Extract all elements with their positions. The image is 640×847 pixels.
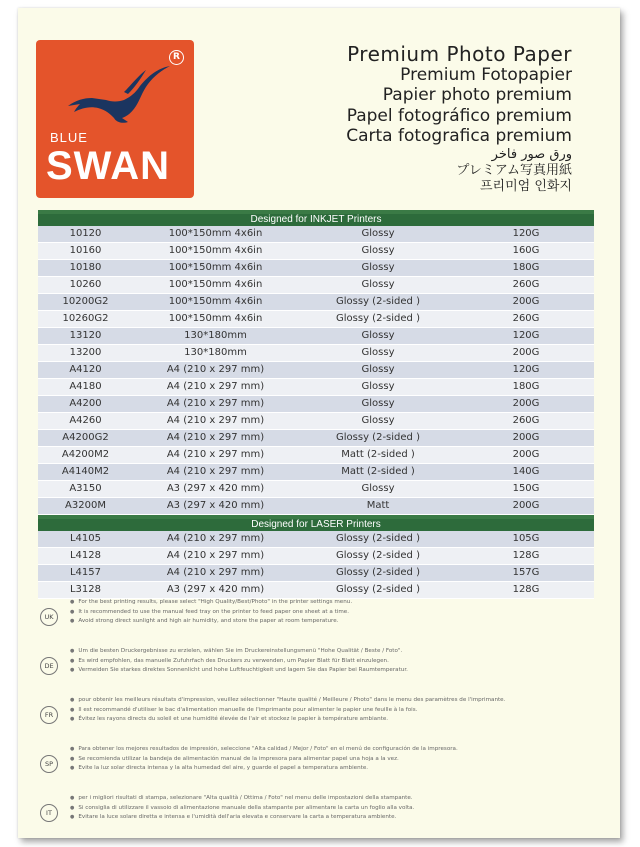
item-size: 130*180mm <box>184 347 247 358</box>
item-code: A4180 <box>69 381 102 392</box>
item-weight: 105G <box>512 533 540 544</box>
item-weight: 150G <box>512 483 540 494</box>
laser-heading: Designed for LASER Printers <box>38 519 594 531</box>
language-badge: FR <box>40 706 58 724</box>
usage-notes <box>38 598 598 843</box>
item-weight: 200G <box>512 347 540 358</box>
table-row <box>38 464 594 481</box>
note-list <box>38 794 598 823</box>
product-titles <box>192 44 572 195</box>
item-finish: Glossy (2-sided ) <box>336 432 420 443</box>
item-finish: Glossy (2-sided ) <box>336 567 420 578</box>
item-code: A3200M <box>65 500 106 511</box>
item-code: A3150 <box>69 483 102 494</box>
item-code: A4140M2 <box>61 466 110 477</box>
note-line: ● Si consiglia di utilizzare il vassoio di alimentazione manuale della stampante per alimentare la carta un foglio alla volta. <box>70 804 598 814</box>
item-code: 10260G2 <box>62 313 109 324</box>
note-line: ● For the best printing results, please select "High Quality/Best/Photo" in the printer settings menu. <box>70 598 598 608</box>
note-line: ● Il est recommandé d'utiliser le bac d'alimentation manuelle de l'imprimante pour alimenter le papier une feuille à la fois. <box>70 706 598 716</box>
item-code: A4200G2 <box>62 432 109 443</box>
item-size: A4 (210 x 297 mm) <box>166 415 265 426</box>
item-weight: 160G <box>512 245 540 256</box>
item-size: A4 (210 x 297 mm) <box>166 432 265 443</box>
brand-name-line2: SWAN <box>46 144 170 188</box>
brand-logo <box>36 40 194 198</box>
item-code: 10260 <box>69 279 102 290</box>
title-ko: 프리미엄 인화지 <box>479 178 572 194</box>
item-code: 13200 <box>69 347 102 358</box>
item-finish: Glossy (2-sided ) <box>336 550 420 561</box>
item-size: A3 (297 x 420 mm) <box>166 483 265 494</box>
table-row <box>38 396 594 413</box>
item-size: A4 (210 x 297 mm) <box>166 398 265 409</box>
note-list <box>38 696 598 725</box>
note-list <box>38 598 598 627</box>
item-size: A4 (210 x 297 mm) <box>166 449 265 460</box>
item-weight: 200G <box>512 500 540 511</box>
table-row <box>38 328 594 345</box>
note-line: ● Es wird empfohlen, das manuelle Zufuhrfach des Druckers zu verwenden, um Papier Blatt für Blatt einzulegen. <box>70 657 598 667</box>
item-size: 100*150mm 4x6in <box>168 279 263 290</box>
item-weight: 120G <box>512 364 540 375</box>
item-weight: 180G <box>512 262 540 273</box>
item-finish: Glossy (2-sided ) <box>336 313 420 324</box>
item-weight: 120G <box>512 330 540 341</box>
item-weight: 120G <box>512 228 540 239</box>
note-line: ● Para obtener los mejores resultados de impresión, seleccione "Alta calidad / Mejor / Foto" en el menú de configuración de la impresora. <box>70 745 598 755</box>
item-weight: 128G <box>512 550 540 561</box>
note-block <box>38 647 598 693</box>
item-code: L4128 <box>69 550 102 561</box>
item-size: A4 (210 x 297 mm) <box>166 533 265 544</box>
table-row <box>38 531 594 548</box>
item-weight: 180G <box>512 381 540 392</box>
language-badge: SP <box>40 755 58 773</box>
table-row <box>38 362 594 379</box>
title-fr: Papier photo premium <box>382 85 572 105</box>
item-size: A4 (210 x 297 mm) <box>166 381 265 392</box>
item-finish: Glossy (2-sided ) <box>336 533 420 544</box>
registered-mark: R <box>169 50 184 65</box>
item-size: A4 (210 x 297 mm) <box>166 567 265 578</box>
item-weight: 128G <box>512 584 540 595</box>
note-block <box>38 794 598 840</box>
inkjet-rows <box>38 226 594 515</box>
item-code: 10180 <box>69 262 102 273</box>
item-code: A4120 <box>69 364 102 375</box>
item-weight: 140G <box>512 466 540 477</box>
item-code: L3128 <box>69 584 102 595</box>
item-code: 10120 <box>69 228 102 239</box>
table-row <box>38 430 594 447</box>
note-block <box>38 745 598 791</box>
table-row <box>38 226 594 243</box>
item-finish: Glossy <box>361 381 395 392</box>
language-badge: UK <box>40 608 58 626</box>
table-row <box>38 294 594 311</box>
item-finish: Glossy (2-sided ) <box>336 296 420 307</box>
item-size: A4 (210 x 297 mm) <box>166 364 265 375</box>
brand-name-line1: BLUE <box>50 130 88 145</box>
table-row <box>38 260 594 277</box>
item-finish: Glossy <box>361 364 395 375</box>
language-badge: DE <box>40 657 58 675</box>
note-line: ● Avoid strong direct sunlight and high air humidity, and store the paper at room temperature. <box>70 617 598 627</box>
item-weight: 157G <box>512 567 540 578</box>
table-row <box>38 548 594 565</box>
item-finish: Glossy <box>361 415 395 426</box>
item-finish: Glossy <box>361 483 395 494</box>
item-finish: Matt (2-sided ) <box>341 449 415 460</box>
inkjet-heading: Designed for INKJET Printers <box>38 214 594 226</box>
note-line: ● Vermeiden Sie starkes direktes Sonnenlicht und hohe Luftfeuchtigkeit und lagern Sie das Papier bei Raumtemperatur. <box>70 666 598 676</box>
item-weight: 200G <box>512 296 540 307</box>
paper-sheet <box>18 8 620 838</box>
title-en: Premium Photo Paper <box>347 42 572 66</box>
item-size: A3 (297 x 420 mm) <box>166 584 265 595</box>
item-finish: Glossy <box>361 245 395 256</box>
note-line: ● Um die besten Druckergebnisse zu erzielen, wählen Sie im Druckereinstellungsmenü "Hohe Qualität / Beste / Foto". <box>70 647 598 657</box>
title-it: Carta fotografica premium <box>346 126 572 146</box>
item-size: 100*150mm 4x6in <box>168 313 263 324</box>
note-block <box>38 696 598 742</box>
note-line: ● Evite la luz solar directa intensa y la alta humedad del aire, y guarde el papel a temperatura ambiente. <box>70 764 598 774</box>
title-de: Premium Fotopapier <box>400 64 572 85</box>
note-list <box>38 745 598 774</box>
note-line: ● Evitare la luce solare diretta e intensa e l'umidità dell'aria elevata e conservare la carta a temperatura ambiente. <box>70 813 598 823</box>
note-line: ● Se recomienda utilizar la bandeja de alimentación manual de la impresora para alimentar papel una hoja a la vez. <box>70 755 598 765</box>
table-row <box>38 481 594 498</box>
item-finish: Glossy <box>361 262 395 273</box>
item-size: 100*150mm 4x6in <box>168 296 263 307</box>
item-finish: Glossy (2-sided ) <box>336 584 420 595</box>
note-line: ● It is recommended to use the manual feed tray on the printer to feed paper one sheet at a time. <box>70 608 598 618</box>
title-ja: プレミアム写真用紙 <box>456 162 572 178</box>
item-size: 130*180mm <box>184 330 247 341</box>
product-table <box>38 210 594 599</box>
item-weight: 260G <box>512 313 540 324</box>
item-finish: Glossy <box>361 279 395 290</box>
item-size: A4 (210 x 297 mm) <box>166 466 265 477</box>
item-finish: Glossy <box>361 330 395 341</box>
item-finish: Glossy <box>361 398 395 409</box>
item-code: A4200 <box>69 398 102 409</box>
table-row <box>38 413 594 430</box>
item-finish: Matt <box>366 500 390 511</box>
note-line: ● pour obtenir les meilleurs résultats d'impression, veuillez sélectionner "Haute qualité / Meilleure / Photo" dans le menu des paramètres de l'imprimante. <box>70 696 598 706</box>
item-code: A4200M2 <box>61 449 110 460</box>
table-row <box>38 379 594 396</box>
item-size: 100*150mm 4x6in <box>168 228 263 239</box>
table-row <box>38 447 594 464</box>
table-row <box>38 345 594 362</box>
table-row <box>38 277 594 294</box>
table-row <box>38 243 594 260</box>
item-size: 100*150mm 4x6in <box>168 245 263 256</box>
item-finish: Matt (2-sided ) <box>341 466 415 477</box>
item-weight: 200G <box>512 449 540 460</box>
item-weight: 200G <box>512 432 540 443</box>
table-row <box>38 582 594 599</box>
item-finish: Glossy <box>361 228 395 239</box>
item-code: 10200G2 <box>62 296 109 307</box>
item-code: L4105 <box>69 533 102 544</box>
table-row <box>38 311 594 328</box>
item-weight: 260G <box>512 415 540 426</box>
note-list <box>38 647 598 676</box>
title-ar: ورق صور فاخر <box>491 146 572 162</box>
language-badge: IT <box>40 804 58 822</box>
table-row <box>38 565 594 582</box>
swan-icon <box>62 62 172 132</box>
item-weight: 260G <box>512 279 540 290</box>
note-line: ● Évitez les rayons directs du soleil et une humidité élevée de l'air et stockez le papier à température ambiante. <box>70 715 598 725</box>
item-code: 10160 <box>69 245 102 256</box>
title-es: Papel fotográfico premium <box>346 105 572 126</box>
item-finish: Glossy <box>361 347 395 358</box>
item-size: A3 (297 x 420 mm) <box>166 500 265 511</box>
item-weight: 200G <box>512 398 540 409</box>
item-size: 100*150mm 4x6in <box>168 262 263 273</box>
laser-rows <box>38 531 594 599</box>
item-code: A4260 <box>69 415 102 426</box>
note-block <box>38 598 598 644</box>
item-code: L4157 <box>69 567 102 578</box>
note-line: ● per i migliori risultati di stampa, selezionare "Alta qualità / Ottima / Foto" nel menu delle impostazioni della stampante. <box>70 794 598 804</box>
item-code: 13120 <box>69 330 102 341</box>
table-row <box>38 498 594 515</box>
item-size: A4 (210 x 297 mm) <box>166 550 265 561</box>
